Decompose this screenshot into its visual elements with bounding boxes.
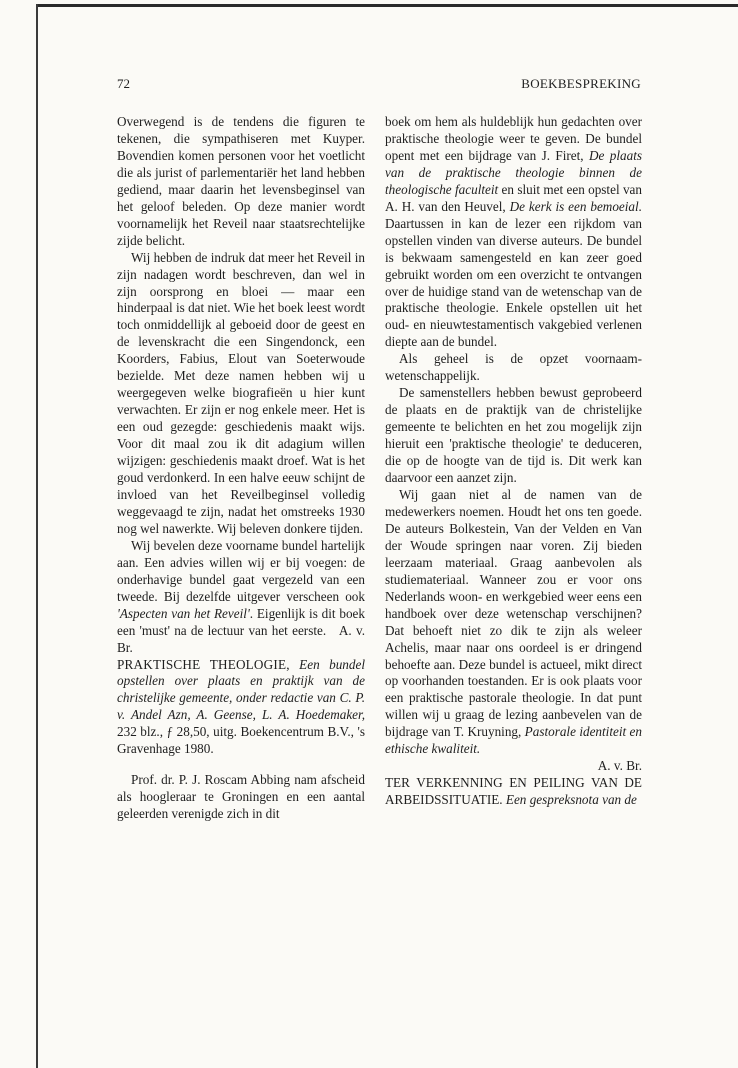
paragraph	[385, 114, 642, 351]
paragraph: De samenstellers hebben bewust geprobeerd de plaats en de praktijk van de christelijke gemeente te belichten en het zou mogelijk zijn hieruit een 'praktische theologie' te deduceren, die op de hoogte van de tijd is. Dit werk kan daarvoor een aanzet zijn.	[385, 385, 642, 486]
reviewer-signature: A. v. Br.	[117, 622, 366, 655]
reviewer-signature: A. v. Br.	[597, 758, 642, 774]
running-head: BOEKBESPREKING	[521, 76, 641, 91]
review-title: PRAKTISCHE THEOLOGIE,	[117, 656, 290, 672]
review-subtitle: Een bundel opstellen over plaats en praktijk van de christelijke gemeente, onder redactie van C. P. v. Andel Azn, A. Geense, L. A. Hoedemaker,	[117, 656, 365, 723]
paragraph-text: Daartussen in kan de lezer een rijkdom van opstellen vinden van diverse auteurs. De bundel is bekwaam samengesteld en kan zeer goed gebruikt worden om een overzicht te ontvangen over de huidige stand van de wetenschap van de praktische theologie. Enkele opstellen uit het oud- en nieuwtestamentisch vakgebied verlenen diepte aan de bundel.	[385, 215, 642, 350]
scan-edge-top	[36, 4, 738, 7]
paragraph-text: en sluit met een opstel van A. H. van den Heuvel,	[385, 181, 642, 214]
right-column	[385, 114, 642, 809]
review-heading	[117, 657, 365, 759]
paragraph: Als geheel is de opzet voornaam-wetenschappelijk.	[385, 351, 642, 384]
left-column	[117, 114, 365, 823]
spacer	[117, 758, 365, 772]
paragraph	[385, 487, 642, 758]
paragraph-text: Wij gaan niet al de namen van de medewerkers noemen. Houdt het ons ten goede. De auteurs Bolkestein, Van der Velden en Van der Woude springen naar voren. Zij bieden leerzaam materiaal. Graag aanbevolen als studiemateriaal. Wanneer zou er voor ons Nederlands woon- en werkgebied weer eens een handboek over deze wetenschap verschijnen? Dat behoeft niet zo dik te zijn als weleer Achelis, maar naar ons oordeel is er dringend behoefte aan. Deze bundel is actueel, mikt direct op voorhanden toestanden. Er is ook plaats voor een praktische pastorale theologie. In dat punt willen wij u graag de lezing aanbevelen van de bijdrage van T. Kruyning,	[385, 486, 642, 740]
scan-edge-left	[36, 4, 38, 1068]
paragraph-text: . Eigenlijk is dit boek een 'must' na de lectuur van het eerste.	[117, 605, 365, 638]
review-subtitle: Een gespreksnota van de	[505, 792, 637, 808]
article-title: De plaats van de praktische theologie binnen de theologische faculteit	[385, 147, 642, 197]
review-title: TER VERKENNING EN PEILING VAN DE ARBEIDSSITUATIE.	[385, 775, 642, 808]
book-title: 'Aspecten van het Reveil'	[117, 605, 250, 621]
page-number: 72	[117, 76, 130, 91]
paragraph-text: boek om hem als huldeblijk hun gedachten over praktische theologie weer te geven. De bundel opent met een bijdrage van J. Firet,	[385, 114, 642, 163]
paragraph: Wij hebben de indruk dat meer het Reveil in zijn nadagen wordt beschreven, dan wel in zijn oorsprong en bloei — maar een hinderpaal is dat niet. Wie het boek leest wordt toch onmiddellijk al geboeid door de geest en de levenskracht die een Singendonck, een Koorders, Fabius, Elout van Soeterwoude bezielde. Met deze namen hebben wij u weergegeven welke biografieën u hier kunt verwachten. Er zijn er nog enkele meer. Het is een oud gezegde: geschiedenis maakt wijs. Voor dit maal zou ik dit adagium willen wijzigen: geschiedenis maakt droef. Wat is het goud verdonkerd. In een halve eeuw schijnt de invloed van het Reveilbeginsel volledig weggevaagd te zijn, nadat het omstreeks 1930 nog wel nawerkte. Wij beleven donkere tijden.	[117, 249, 365, 536]
paragraph-text: Wij bevelen deze voorname bundel hartelijk aan. Een advies willen wij er bij voegen: de onderhavige bundel gaat vergezeld van een tweede. Bij dezelfde uitgever verscheen ook	[117, 537, 365, 604]
article-title: Pastorale identiteit en ethische kwaliteit.	[385, 724, 642, 757]
paragraph	[117, 538, 365, 657]
paragraph: Overwegend is de tendens die figuren te tekenen, die sympathiseren met Kuyper. Bovendien komen personen voor het voetlicht die als jurist of parlementariër het land hebben gediend, maar daarin het levensbeginsel van het geloof beleden. Op deze manier wordt voornamelijk het Reveil naar staatsrechtelijke zijde belicht.	[117, 114, 365, 248]
paragraph: Prof. dr. P. J. Roscam Abbing nam afscheid als hoogleraar te Groningen en een aantal geleerden verenigde zich in dit	[117, 772, 365, 822]
review-details: 232 blz., ƒ 28,50, uitg. Boekencentrum B.V., 's Gravenhage 1980.	[117, 724, 365, 757]
article-title: De kerk is een bemoeial.	[509, 198, 642, 214]
review-heading	[385, 775, 642, 809]
